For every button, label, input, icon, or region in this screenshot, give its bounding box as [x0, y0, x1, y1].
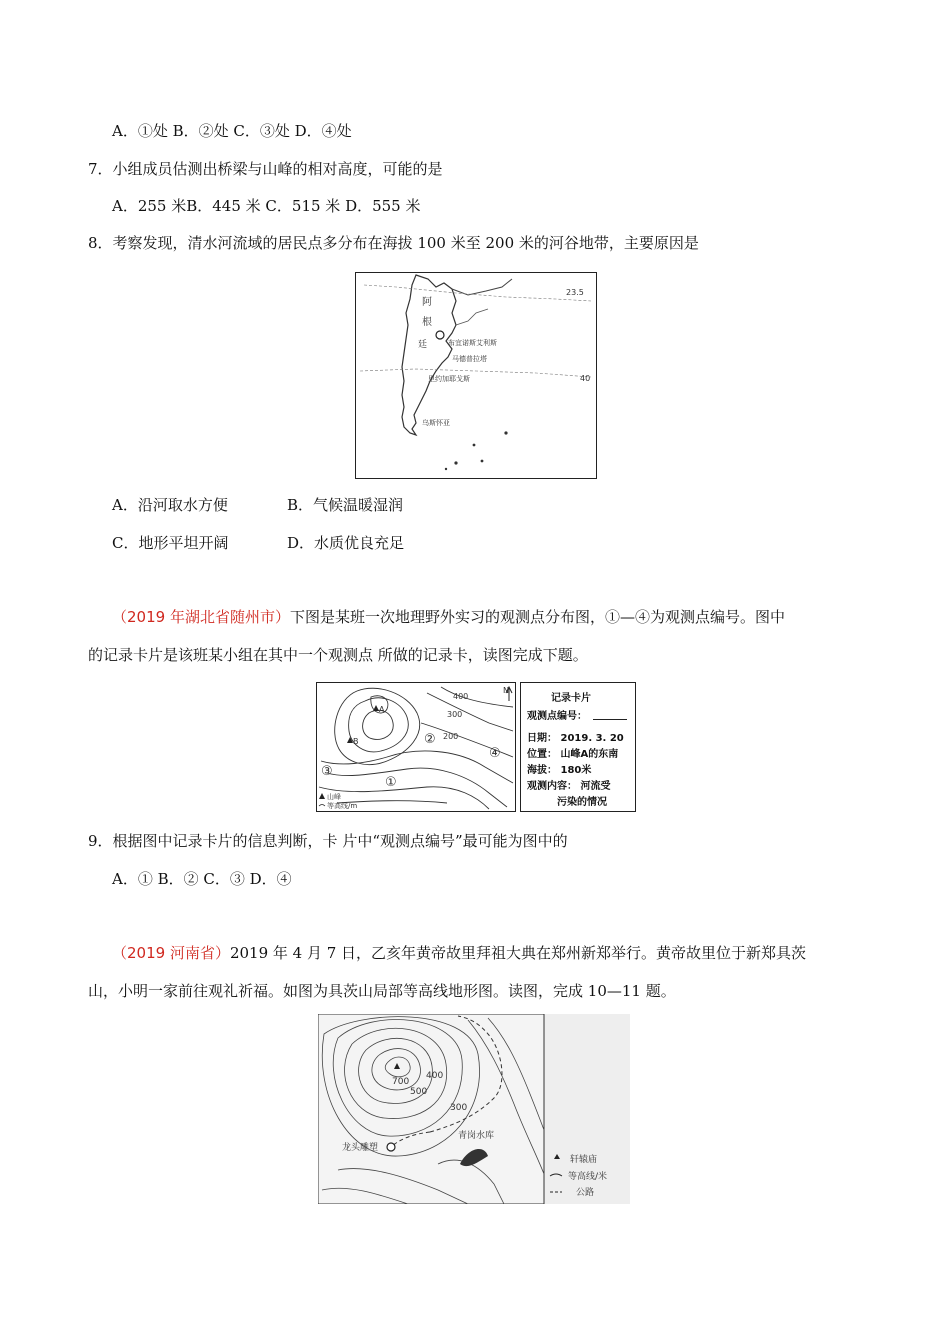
contour-700: 700 [392, 1077, 410, 1087]
q8-option-c: C．地形平坦开阔 [112, 534, 229, 552]
contour-300: 300 [447, 710, 463, 719]
legend-contour-icon [550, 1174, 562, 1176]
contour-400: 400 [426, 1071, 444, 1081]
card-title: 记录卡片 [551, 693, 591, 704]
suizhou-contour-map [316, 682, 516, 812]
contour-400: 400 [453, 692, 469, 701]
suizhou-intro-line2: 的记录卡片是该班某小组在其中一个观测点 所做的记录卡，读图完成下题。 [88, 646, 588, 664]
q6-options: A．①处 B．②处 C．③处 D．④处 [112, 122, 352, 140]
obs-point-4: ④ [489, 746, 501, 761]
legend-contour: 等高线/米 [568, 1172, 608, 1182]
map-label-a: 阿 [422, 297, 432, 308]
q8-option-d: D．水质优良充足 [287, 534, 405, 552]
suizhou-contour-svg [317, 683, 515, 811]
henan-text1: 2019 年 4 月 7 日，乙亥年黄帝故里拜祖大典在郑州新郑举行。黄帝故里位于新郑具茨 [229, 944, 807, 962]
obs-point-2: ② [424, 732, 436, 747]
map-label-buenos-aires: 布宜诺斯艾利斯 [448, 339, 497, 347]
suizhou-intro-line1 [112, 607, 785, 627]
north-label: N [503, 686, 509, 695]
buenos-aires-dot [436, 331, 444, 339]
jucishan-contour-map [318, 1014, 630, 1204]
place-qinggang-reservoir: 青岗水库 [458, 1131, 495, 1141]
map-label-lat-40: 40 [580, 374, 591, 383]
contour-500: 500 [410, 1087, 428, 1097]
q7-stem: 7．小组成员估测出桥梁与山峰的相对高度，可能的是 [88, 160, 443, 178]
q9-options: A．① B．② C．③ D．④ [112, 870, 292, 888]
map-label-ting: 廷 [418, 340, 428, 350]
jucishan-contour-svg [318, 1014, 630, 1204]
map-label-ushuaia: 乌斯怀亚 [422, 419, 450, 427]
q9-stem: 9．根据图中记录卡片的信息判断，卡 片中“观测点编号”最可能为图中的 [88, 832, 568, 850]
dragon-statue-icon [387, 1143, 395, 1151]
card-code-label: 观测点编号： [527, 711, 587, 722]
contour-300: 300 [450, 1103, 468, 1113]
card-code-blank [593, 719, 627, 720]
peak-b-label: B [353, 737, 359, 746]
q8-option-a: A．沿河取水方便 [112, 496, 228, 514]
henan-intro-line2: 山，小明一家前往观礼祈福。如图为具茨山局部等高线地形图。读图，完成 10—11 题。 [88, 982, 676, 1000]
henan-intro-line1 [112, 943, 806, 963]
map-label-lat-23-5: 23.5 [566, 288, 584, 297]
obs-point-3: ③ [321, 764, 333, 779]
card-content2: 污染的情况 [557, 797, 607, 808]
legend-contour: 等高线/m [327, 802, 358, 810]
place-dragon-statue: 龙头雕塑 [342, 1143, 379, 1153]
q8-option-b: B．气候温暖湿润 [287, 496, 404, 514]
legend-temple: 轩辕庙 [570, 1155, 598, 1165]
q7-options: A．255 米B．445 米 C．515 米 D．555 米 [112, 197, 421, 215]
legend-road: 公路 [576, 1188, 595, 1198]
card-altitude: 海拔： 180米 [527, 765, 592, 776]
q8-stem: 8．考察发现，清水河流域的居民点多分布在海拔 100 米至 200 米的河谷地带，主要原因是 [88, 234, 699, 252]
card-date: 日期： 2019. 3. 20 [527, 733, 624, 744]
suizhou-text1: 下图是某班一次地理野外实习的观测点分布图，①—④为观测点编号。图中 [289, 608, 785, 626]
legend-contour-icon [319, 805, 325, 807]
suizhou-source: （2019 年湖北省随州市） [112, 608, 290, 626]
south-america-map-svg [356, 273, 596, 478]
map-label-mar-del-plata: 马德普拉塔 [452, 355, 487, 363]
obs-point-1: ① [385, 775, 397, 790]
henan-source: （2019 河南省） [112, 944, 230, 962]
map-label-gen: 根 [422, 317, 432, 328]
legend-peak: 山峰 [327, 793, 341, 801]
contour-200: 200 [443, 732, 459, 741]
legend-peak-icon [319, 793, 325, 799]
record-card [520, 682, 636, 812]
card-content1: 观测内容： 河流受 [527, 781, 611, 792]
map-label-rio-gallegos: 里约加耶戈斯 [428, 375, 470, 383]
card-position: 位置： 山峰A的东南 [527, 749, 619, 760]
peak-a-label: A [379, 705, 385, 714]
south-america-map [355, 272, 597, 479]
legend-temple-icon [554, 1154, 560, 1159]
